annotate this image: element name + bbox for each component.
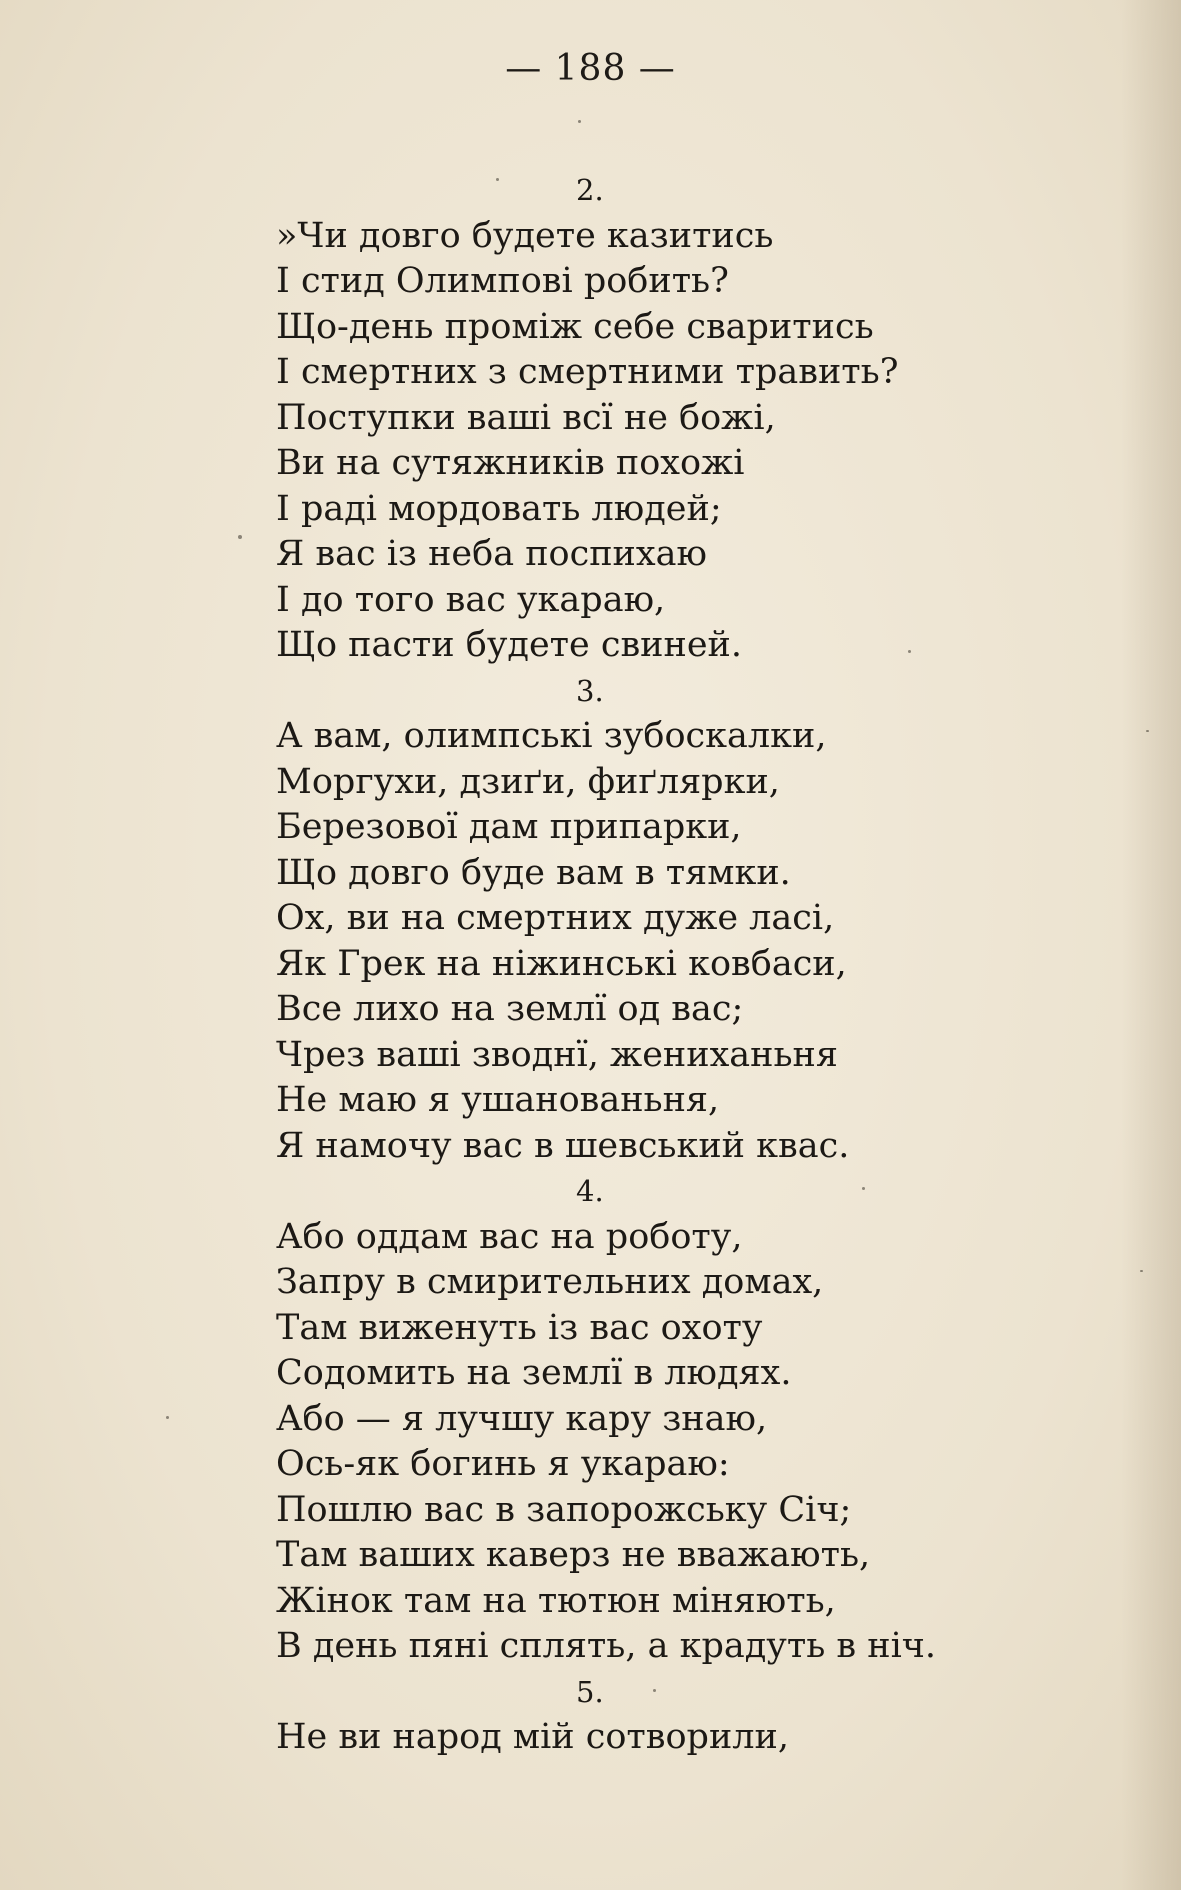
verse-line: Ви на сутяжників похожі [276,443,745,483]
verse-line: Ох, ви на смертних дуже ласі, [276,898,835,938]
verse-line: І до того вас укараю, [276,579,666,620]
verse-line: Я вас із неба поспихаю [276,534,707,574]
verse-line: Жінок там на тютюн міняють, [276,1580,836,1621]
verse-line: Як Грек на ніжинські ковбаси, [276,943,847,984]
stanza-number: 5. [576,1674,604,1709]
page-edge-shadow [1121,0,1181,1890]
stanza [276,1670,1036,1761]
print-speck [908,650,911,653]
print-speck [1140,1270,1143,1272]
verse-line: Чрез ваші зводнї, жениханьня [276,1034,838,1075]
verse-line: Пошлю вас в запорожську Січ; [276,1489,852,1530]
verse-line: Там виженуть із вас охоту [276,1307,763,1348]
verse-line: Все лихо на землї од вас; [276,989,744,1029]
verse-line: Я намочу вас в шевський квас. [276,1125,850,1166]
verse-line: Не маю я ушанованьня, [276,1080,720,1120]
verse-line: Содомить на землї в людях. [276,1353,792,1393]
print-speck [653,1689,656,1692]
verse-line: Або оддам вас на роботу, [276,1216,743,1257]
verse-line: Що-день проміж себе сваритись [276,306,874,347]
verse-line: Або — я лучшу кару знаю, [276,1398,768,1439]
stanza [276,168,1036,669]
print-speck [862,1187,865,1190]
print-speck [238,535,242,539]
verse-line: Запру в смирительних домах, [276,1262,824,1302]
verse-line: Не ви народ мій сотворили, [276,1717,789,1757]
verse-line: Березової дам припарки, [276,807,742,847]
verse-line: В день пяні сплять, а крадуть в ніч. [276,1626,937,1666]
print-speck [166,1416,169,1419]
stanza-number: 2. [576,173,604,207]
verse-line: А вам, олимпські зубоскалки, [276,716,827,756]
verse-line: Поступки ваші всї не божі, [276,397,776,438]
verse-line: І смертних з смертними травить? [276,352,899,392]
verse-line: І раді мордовать людей; [276,488,722,529]
verse-line: Що пасти будете свиней. [276,625,743,665]
verse-line: Що довго буде вам в тямки. [276,852,791,893]
verse-line: Моргухи, дзиґи, фиґлярки, [276,761,780,802]
stanza [276,1169,1036,1670]
verse-line: »Чи довго будете казитись [276,215,774,256]
stanza-number: 4. [576,1174,604,1208]
page-number: — 188 — [505,48,676,89]
stanza [276,669,1036,1170]
poem-text [276,168,1036,1761]
verse-line: Там ваших каверз не вважають, [276,1535,871,1575]
verse-line: Ось-як богинь я укараю: [276,1444,730,1484]
verse-line: І стид Олимпові робить? [276,261,729,301]
stanza-number: 3. [576,673,604,708]
print-speck [578,120,581,123]
print-speck [1146,730,1149,732]
print-speck [496,178,499,181]
